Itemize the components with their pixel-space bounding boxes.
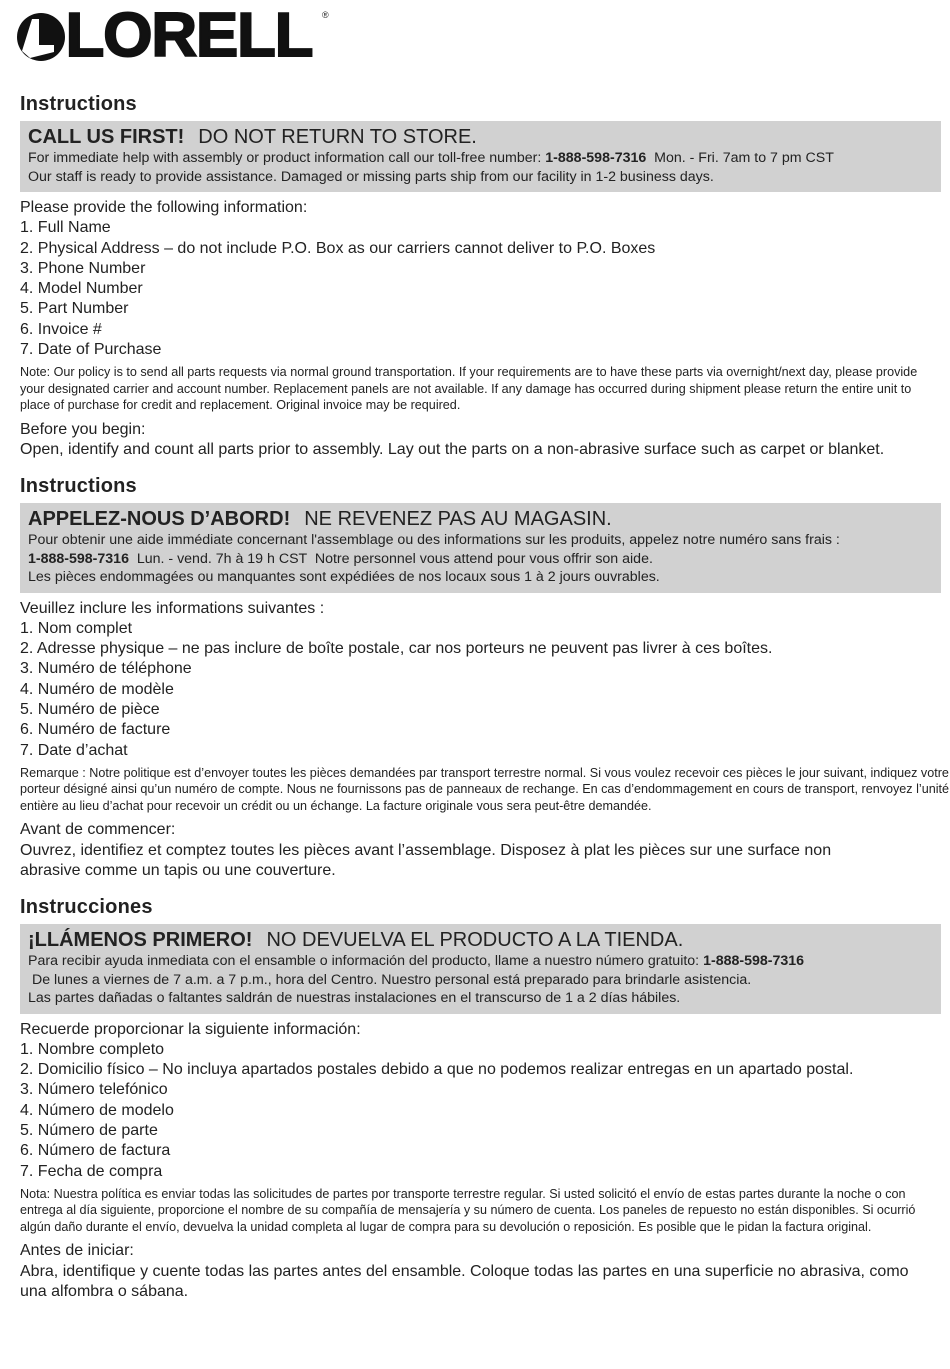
before-heading: Before you begin: — [20, 420, 146, 438]
call-first: ¡LLÁMENOS PRIMERO! — [28, 929, 253, 951]
call-headline — [28, 928, 933, 952]
phone-number[interactable]: 1-888-598-7316 — [703, 953, 805, 969]
list-item: 3. Numéro de téléphone — [20, 660, 192, 678]
section-french — [20, 474, 950, 881]
info-list — [20, 619, 938, 761]
help-line — [28, 952, 933, 971]
list-item: 1. Nom complet — [20, 619, 133, 637]
list-item: 3. Phone Number — [20, 259, 146, 277]
list-item: 6. Número de factura — [20, 1142, 171, 1160]
do-not-return: NO DEVUELVA EL PRODUCTO A LA TIENDA. — [266, 929, 684, 951]
before-text: Ouvrez, identifiez et comptez toutes les pièces avant l’assemblage. Disposez à plat les pièces sur une surface non abrasive comme un tapis ou une couverture. — [20, 841, 832, 879]
list-item: 1. Nombre completo — [20, 1040, 165, 1058]
help-line-2: De lunes a viernes de 7 a.m. a 7 p.m., hora del Centro. Nuestro personal está preparado para brindarle asistencia. — [28, 971, 752, 988]
help-line-3: Las partes dañadas o faltantes saldrán de nuestras instalaciones en el transcurso de 1 a 2 días hábiles. — [28, 990, 681, 1006]
help-line-2: Our staff is ready to provide assistance. Damaged or missing parts ship from our facility in 1-2 business days. — [28, 168, 714, 185]
provide-heading: Veuillez inclure les informations suivantes : — [20, 599, 325, 617]
list-item: 2. Domicilio físico – No incluya apartados postales debido a que no podemos realizar entregas en un apartado postal. — [20, 1061, 854, 1079]
list-item: 5. Número de parte — [20, 1121, 158, 1139]
list-item: 5. Part Number — [20, 300, 129, 318]
policy-note: Remarque : Notre politique est d’envoyer toutes les pièces demandées par transport terrestre normal. Si vous voulez recevoir ces pièces le jour suivant, indiquez votre porteur désigné ainsi qu’un numéro de compte. Nous ne fournissons pas de panneaux de rechange. En cas d’endommagement en cours de transport, renvoyez l’unité entière au lieu d’achat pour recevoir un crédit ou un échange. La facture originale vous sera peut-être demandée. — [20, 765, 950, 813]
call-us-box — [20, 503, 941, 593]
help-line-2 — [28, 550, 933, 569]
call-headline — [28, 125, 933, 149]
section-title: Instrucciones — [20, 896, 153, 918]
list-item: 7. Date of Purchase — [20, 341, 162, 359]
list-item: 3. Número telefónico — [20, 1081, 168, 1099]
provide-heading: Recuerde proporcionar la siguiente información: — [20, 1020, 361, 1038]
list-item: 4. Número de modelo — [20, 1101, 174, 1119]
list-item: 4. Numéro de modèle — [20, 680, 174, 698]
call-headline — [28, 507, 933, 531]
section-title: Instructions — [20, 475, 137, 497]
policy-note: Note: Our policy is to send all parts requests via normal ground transportation. If your requirements are to have these parts via overnight/next day, please provide your designated carrier and account number. Replacement panels are not available. If any damage has occurred during shipment please return the entire unit to place of purchase for credit and replacement. Original invoice may be required. — [20, 365, 918, 413]
registered-mark: ® — [322, 10, 329, 20]
lorell-logo — [16, 1, 313, 70]
list-item: 2. Physical Address – do not include P.O. Box as our carriers cannot deliver to P.O. Boxes — [20, 239, 656, 257]
call-first: CALL US FIRST! — [28, 126, 185, 148]
help-line: Pour obtenir une aide immédiate concernant l'assemblage ou des informations sur les produits, appelez notre numéro sans frais : — [28, 532, 840, 548]
list-item: 1. Full Name — [20, 219, 111, 237]
policy-note: Nota: Nuestra política es enviar todas las solicitudes de partes por transporte terrestre regular. Si usted solicitó el envío de estas partes durante la noche o con entrega al día siguiente, proporcione el nombre de su compañía de mensajería y su número de cuenta. Los paneles de repuesto no están disponibles. Si ocurrió algún daño durante el envío, devuelva la unidad completa al lugar de compra para su devolución o reposición. Es posible que le pidan la factura original. — [20, 1186, 916, 1234]
list-item: 7. Fecha de compra — [20, 1162, 163, 1180]
call-us-box — [20, 924, 941, 1014]
section-spanish — [20, 895, 938, 1302]
phone-number[interactable]: 1-888-598-7316 — [545, 150, 647, 166]
call-first: APPELEZ-NOUS D’ABORD! — [28, 508, 291, 530]
do-not-return: DO NOT RETURN TO STORE. — [198, 126, 477, 148]
list-item: 4. Model Number — [20, 280, 143, 298]
provide-heading: Please provide the following information: — [20, 199, 308, 216]
help-text: Para recibir ayuda inmediata con el ensamble o información del producto, llame a nuestro número gratuito: — [28, 953, 704, 969]
before-text: Open, identify and count all parts prior to assembly. Lay out the parts on a non-abrasive surface such as carpet or blanket. — [20, 441, 885, 459]
before-text: Abra, identifique y cuente todas las partes antes del ensamble. Coloque todas las partes en una superficie no abrasiva, como una alfombra o sábana. — [20, 1262, 909, 1300]
list-item: 2. Adresse physique – ne pas inclure de boîte postale, car nos porteurs ne peuvent pas livrer à ces boîtes. — [20, 640, 773, 658]
section-title: Instructions — [20, 93, 137, 115]
hours-text: Mon. - Fri. 7am to 7 pm CST — [646, 150, 834, 166]
help-line — [28, 149, 933, 168]
info-list — [20, 218, 938, 360]
phone-number[interactable]: 1-888-598-7316 — [28, 550, 129, 567]
help-text: For immediate help with assembly or product information call our toll-free number: — [28, 150, 546, 166]
before-heading: Avant de commencer: — [20, 821, 176, 839]
brand-name: LORELL — [65, 1, 313, 70]
info-list — [20, 1040, 938, 1182]
list-item: 7. Date d’achat — [20, 741, 128, 759]
list-item: 5. Numéro de pièce — [20, 700, 160, 718]
call-us-box — [20, 121, 941, 192]
do-not-return: NE REVENEZ PAS AU MAGASIN. — [304, 508, 612, 530]
hours-text: Lun. - vend. 7h à 19 h CST Notre personnel vous attend pour vous offrir son aide. — [128, 550, 653, 567]
help-line-3: Les pièces endommagées ou manquantes sont expédiées de nos locaux sous 1 à 2 jours ouvrables. — [28, 569, 660, 585]
section-english — [20, 92, 938, 460]
lorell-l-circle-icon — [16, 11, 66, 61]
list-item: 6. Invoice # — [20, 320, 102, 338]
before-heading: Antes de iniciar: — [20, 1242, 134, 1260]
list-item: 6. Numéro de facture — [20, 721, 171, 739]
